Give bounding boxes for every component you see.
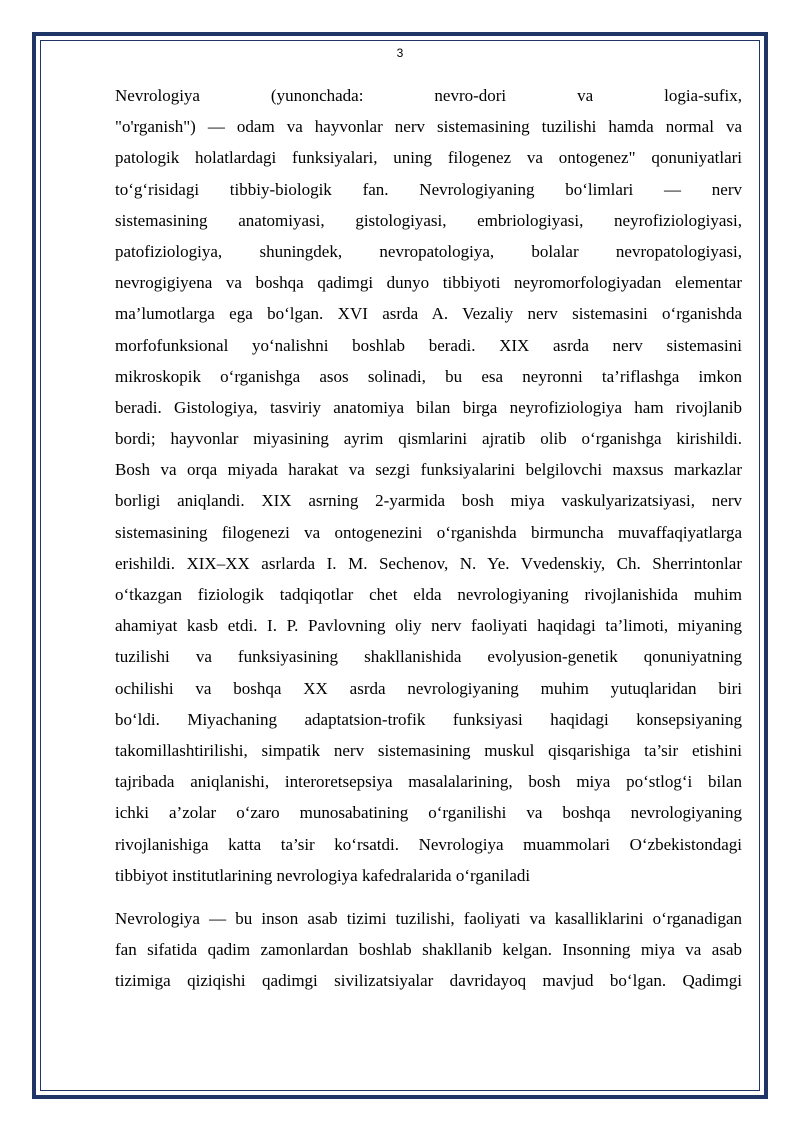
text-line: beradi. Gistologiya, tasviriy anatomiya bilan birga neyrofiziologiya ham rivojlanib — [115, 397, 742, 417]
text-line: nevrogigiyena va boshqa qadimgi dunyo tibbiyoti neyromorfologiyadan elementar — [115, 273, 742, 293]
text-line: patofiziologiya, shuningdek, nevropatologiya, bolalar nevropatologiyasi, — [115, 241, 742, 261]
text-line: patologik holatlardagi funksiyalari, uning filogenez va ontogenez" qonuniyatlari — [115, 148, 742, 168]
document-body — [115, 80, 742, 996]
text-line: bordi; hayvonlar miyasining ayrim qismlarini ajratib olib o‘rganishga kirishildi. — [115, 429, 742, 449]
text-line: ochilishi va boshqa XX asrda nevrologiyaning muhim yutuqlaridan biri — [115, 678, 742, 698]
text-line: tibbiyot institutlarining nevrologiya kafedralarida o‘rganiladi — [115, 865, 531, 885]
text-line: ma’lumotlarga ega bo‘lgan. XVI asrda A. Vezaliy nerv sistemasini o‘rganishda — [115, 304, 742, 324]
text-line: to‘g‘risidagi tibbiy-biologik fan. Nevrologiyaning bo‘limlari — nerv — [115, 179, 742, 199]
text-line: bo‘ldi. Miyachaning adaptatsion-trofik funksiyasi haqidagi konsepsiyaning — [115, 709, 742, 729]
text-line: Bosh va orqa miyada harakat va sezgi funksiyalarini belgilovchi maxsus markazlar — [115, 460, 742, 480]
text-line: fan sifatida qadim zamonlardan boshlab shakllanib kelgan. Insonning miya va asab — [115, 940, 742, 960]
page-number: 3 — [396, 46, 404, 60]
text-line: rivojlanishiga katta ta’sir ko‘rsatdi. Nevrologiya muammolari O‘zbekistondagi — [115, 834, 742, 854]
text-line: tuzilishi va funksiyasining shakllanishida evolyusion-genetik qonuniyatning — [115, 647, 742, 667]
text-line: ichki a’zolar o‘zaro munosabatining o‘rganilishi va boshqa nevrologiyaning — [115, 803, 742, 823]
text-line: "o'rganish") — odam va hayvonlar nerv sistemasining tuzilishi hamda normal va — [115, 117, 742, 137]
text-line: takomillashtirilishi, simpatik nerv sistemasining muskul qisqarishiga ta’sir etishini — [115, 740, 742, 760]
paragraph-container — [115, 80, 742, 996]
text-line: o‘tkazgan fiziologik tadqiqotlar chet elda nevrologiyaning rivojlanishida muhim — [115, 585, 742, 604]
text-line: tajribada aniqlanishi, interoretsepsiya masalalarining, bosh miya po‘stlog‘i bilan — [115, 772, 742, 792]
text-line: mikroskopik o‘rganishga asos solinadi, bu esa neyronni ta’riflashga imkon — [115, 366, 742, 386]
text-line: sistemasining filogenezi va ontogenezini o‘rganishda birmuncha muvaffaqiyatlarga — [115, 522, 742, 542]
text-line: erishildi. XIX–XX asrlarda I. M. Sechenov, N. Ye. Vvedenskiy, Ch. Sherrintonlar — [115, 553, 742, 573]
text-line: morfofunksional yo‘nalishni boshlab beradi. XIX asrda nerv sistemasini — [115, 335, 742, 355]
paragraph-gap — [115, 891, 742, 903]
paragraph — [115, 903, 742, 997]
text-line: ahamiyat kasb etdi. I. P. Pavlovning oliy nerv faoliyati haqidagi ta’limoti, miyaning — [115, 616, 742, 636]
text-line: tizimiga qiziqishi qadimgi sivilizatsiyalar davridayoq mavjud bo‘lgan. Qadimgi — [115, 971, 742, 991]
paragraph — [115, 80, 742, 891]
text-line: sistemasining anatomiyasi, gistologiyasi, embriologiyasi, neyrofiziologiyasi, — [115, 210, 742, 230]
text-line: Nevrologiya (yunonchada: nevro-dori va logia-sufix, — [115, 86, 742, 105]
text-line: borligi aniqlandi. XIX asrning 2-yarmida bosh miya vaskulyarizatsiyasi, nerv — [115, 491, 742, 511]
text-line: Nevrologiya — bu inson asab tizimi tuzilishi, faoliyati va kasalliklarini o‘rganadigan — [115, 908, 742, 928]
